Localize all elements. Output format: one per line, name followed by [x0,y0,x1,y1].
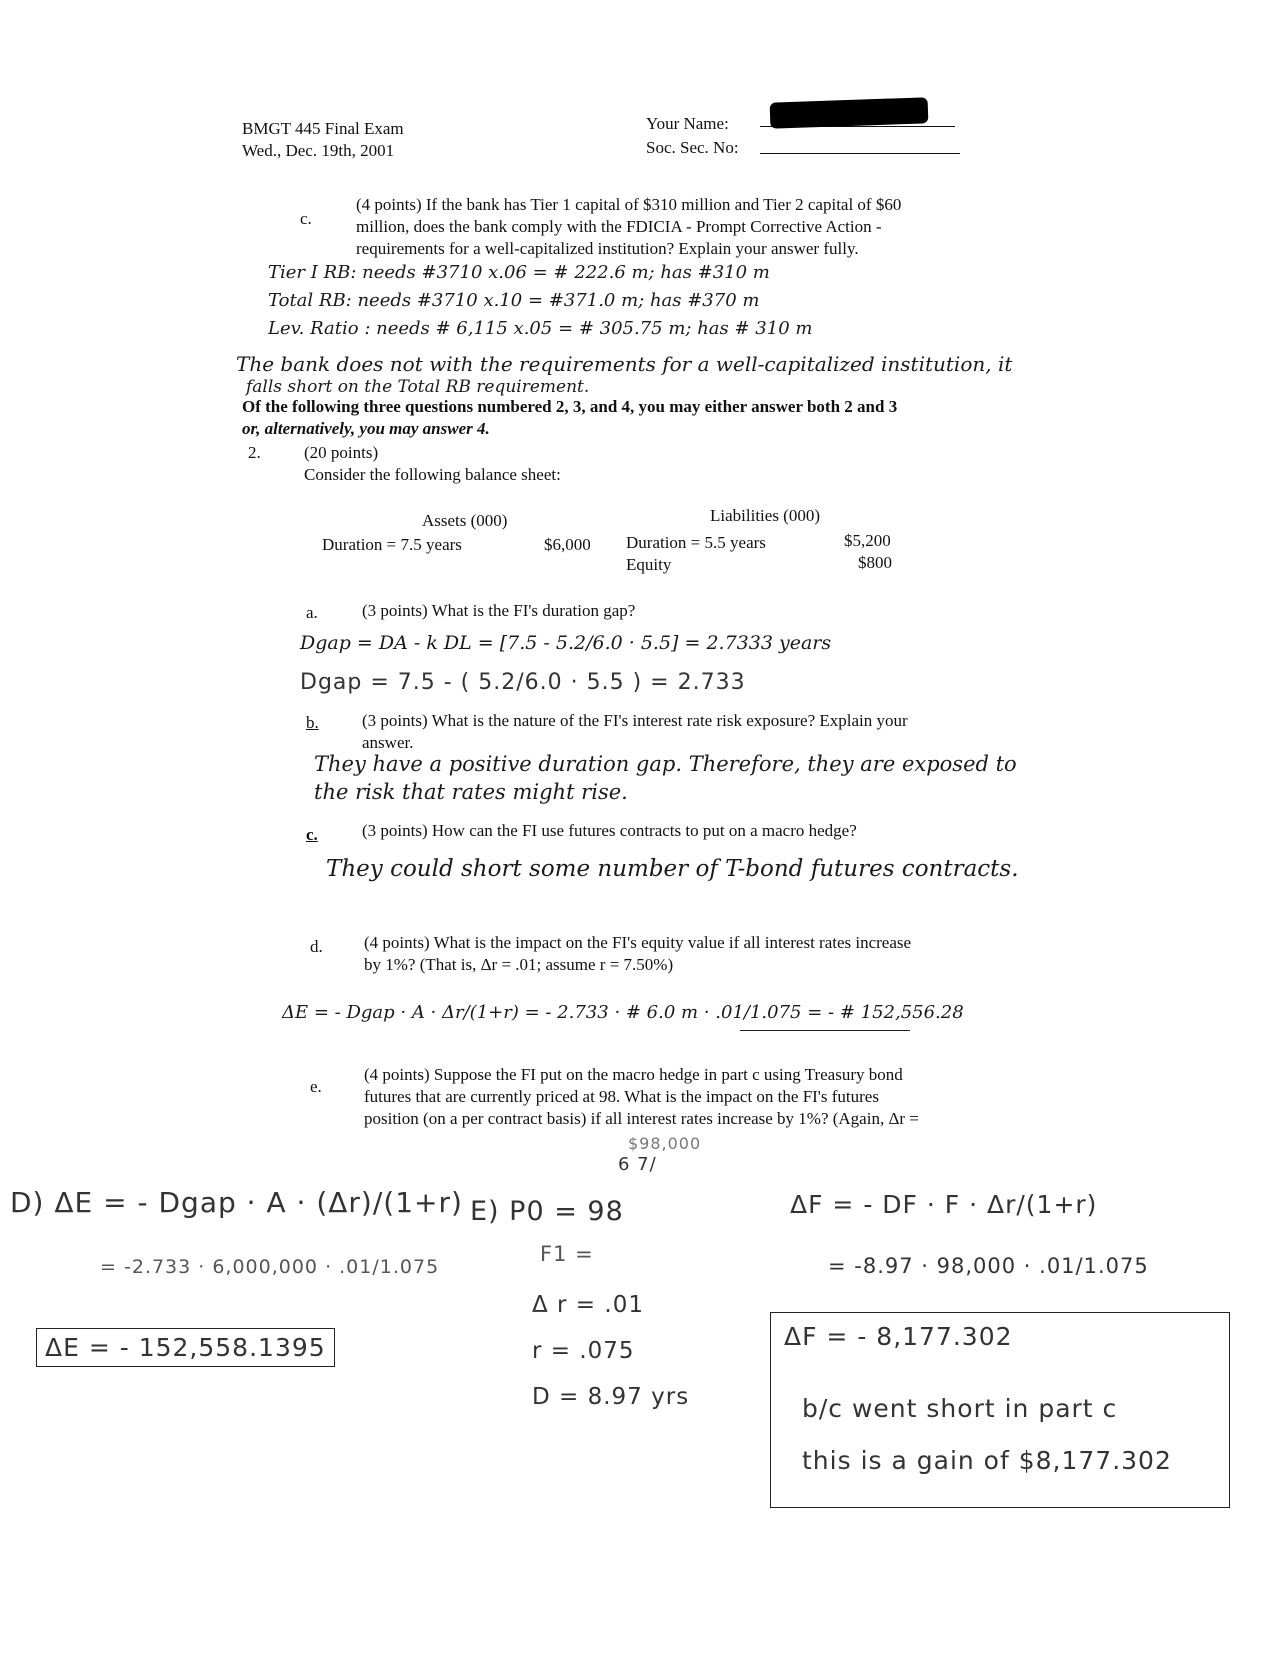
q2e-text-1: (4 points) Suppose the FI put on the macro hedge in part c using Treasury bond [364,1065,903,1084]
liab-duration: Duration = 5.5 years [626,533,766,552]
q2e-hw-top2: 6 7/ [618,1154,657,1175]
q2-points: (20 points) [304,443,379,462]
q2d-text-2: by 1%? (That is, Δr = .01; assume r = 7.50%) [364,955,674,974]
q2c-hw-1: They could short some number of T-bond futures contracts. [326,856,1019,882]
q1c-hw-conclusion-1: The bank does not with the requirements for a well-capitalized institution, it [236,352,1013,376]
work-e-line-1: E) P0 = 98 [470,1196,624,1227]
q1c-label: c. [300,209,312,228]
work-f-line-1: ΔF = - DF · F · Δr/(1+r) [790,1190,1098,1219]
q1c-text-3: requirements for a well-capitalized institution? Explain your answer fully. [356,239,859,258]
liab-value: $5,200 [844,531,891,550]
work-f-box-line-1: ΔF = - 8,177.302 [784,1322,1013,1351]
work-e-line-2: F1 = [540,1242,594,1266]
redaction-mark [770,97,929,128]
q2a-text: (3 points) What is the FI's duration gap? [362,601,636,620]
liabilities-header: Liabilities (000) [710,506,821,525]
q2d-label: d. [310,937,323,956]
q2a-label: a. [306,603,318,622]
q1c-text-1: (4 points) If the bank has Tier 1 capital of $310 million and Tier 2 capital of $60 [356,195,902,214]
q2b-text-2: answer. [362,733,414,752]
q1c-hw-conclusion-2: falls short on the Total RB requirement. [246,377,590,397]
q2c-text: (3 points) How can the FI use futures contracts to put on a macro hedge? [362,821,857,840]
equity-label: Equity [626,555,672,574]
q2-intro: Consider the following balance sheet: [304,465,561,484]
q2c-label: c. [306,825,318,844]
instructions-line-1: Of the following three questions numbered 2, 3, and 4, you may either answer both 2 and 3 [242,397,898,416]
q1c-hw-tier1: Tier I RB: needs #3710 x.06 = # 222.6 m; has #310 m [268,262,770,283]
instructions-line-2: or, alternatively, you may answer 4. [242,419,490,438]
work-d-answer-box: ΔE = - 152,558.1395 [36,1328,335,1367]
q2-number: 2. [248,443,261,462]
equity-value: $800 [858,553,892,572]
q1c-text-2: million, does the bank comply with the FDICIA - Prompt Corrective Action - [356,217,882,236]
name-label: Your Name: [646,114,729,133]
asset-value: $6,000 [544,535,591,554]
q2b-text-1: (3 points) What is the nature of the FI's interest rate risk exposure? Explain your [362,711,908,730]
ssn-line [760,153,960,154]
exam-date: Wed., Dec. 19th, 2001 [242,141,395,160]
q2b-hw-2: the risk that rates might rise. [314,780,628,804]
q2e-hw-top: $98,000 [628,1134,702,1153]
work-e-line-5: D = 8.97 yrs [532,1384,690,1410]
work-f-box-line-2: b/c went short in part c [802,1394,1118,1423]
q1c-hw-leverage: Lev. Ratio : needs # 6,115 x.05 = # 305.75 m; has # 310 m [268,318,813,339]
asset-duration: Duration = 7.5 years [322,535,462,554]
ssn-label: Soc. Sec. No: [646,138,739,157]
q2a-hw-2: Dgap = 7.5 - ( 5.2/6.0 · 5.5 ) = 2.733 [300,670,746,695]
q2d-answer-underline [740,1030,910,1031]
q1c-hw-total: Total RB: needs #3710 x.10 = #371.0 m; has #370 m [268,290,760,311]
work-f-box-line-3: this is a gain of $8,177.302 [802,1446,1172,1475]
q2e-label: e. [310,1077,322,1096]
q2a-hw-1: Dgap = DA - k DL = [7.5 - 5.2/6.0 · 5.5] = 2.7333 years [300,632,832,654]
q2e-text-2: futures that are currently priced at 98. What is the impact on the FI's futures [364,1087,879,1106]
assets-header: Assets (000) [422,511,508,530]
work-d-line-1: D) ΔE = - Dgap · A · (Δr)/(1+r) [10,1186,463,1219]
work-d-line-2: = -2.733 · 6,000,000 · .01/1.075 [100,1256,440,1278]
q2d-text-1: (4 points) What is the impact on the FI's equity value if all interest rates increase [364,933,912,952]
q2b-label: b. [306,713,319,732]
work-e-line-4: r = .075 [532,1338,635,1364]
work-e-line-3: Δ r = .01 [532,1292,644,1318]
work-f-line-2: = -8.97 · 98,000 · .01/1.075 [828,1254,1149,1278]
course-title: BMGT 445 Final Exam [242,119,404,138]
q2d-hw-1: ΔE = - Dgap · A · Δr/(1+r) = - 2.733 · # 6.0 m · .01/1.075 = - # 152,556.28 [282,1002,964,1023]
q2e-text-3: position (on a per contract basis) if all interest rates increase by 1%? (Again, Δr = [364,1109,919,1128]
q2b-hw-1: They have a positive duration gap. Therefore, they are exposed to [314,752,1017,776]
